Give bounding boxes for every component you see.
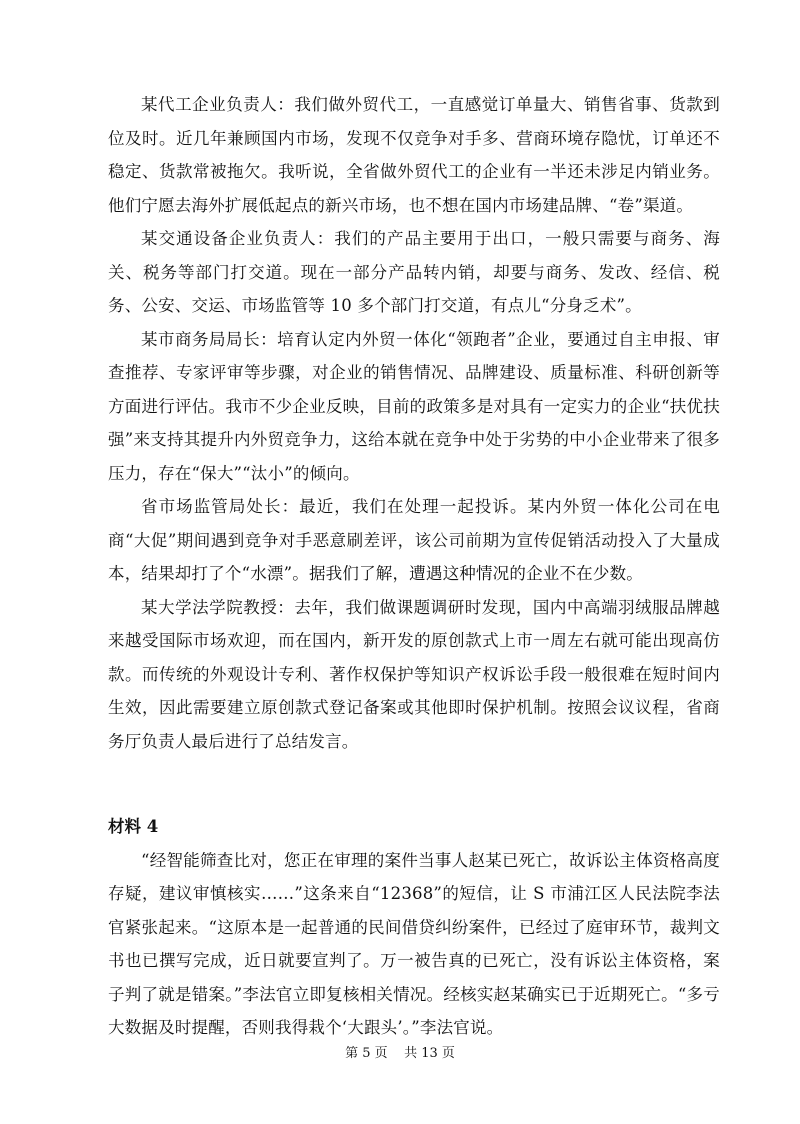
page-footer: 第 5 页 共 13 页 xyxy=(345,1046,455,1061)
paragraph-material-4: “经智能筛查比对，您正在审理的案件当事人赵某已死亡，故诉讼主体资格高度存疑，建议审慎核实……”这条来自“12368”的短信，让 S 市浦江区人民法院李法官紧张起来。“这原本是一起普通的民间借贷纠纷案件，已经过了庭审环节，裁判文书也已撰写完成，近日就要宣判了。万一被告真的已死亡，没有诉讼主体资格，案子判了就是错案。”李法官立即复核相关情况。经核实赵某确实已于近期死亡。“多亏大数据及时提醒，否则我得栽个‘大跟头’。”李法官说。 xyxy=(108,850,720,1037)
paragraph-market-supervision: 省市场监管局处长：最近，我们在处理一起投诉。某内外贸一体化公司在电商“大促”期间遇到竞争对手恶意刷差评，该公司前期为宣传促销活动投入了大量成本，结果却打了个“水漂”。据我们了解，遭遇这种情况的企业不在少数。 xyxy=(108,497,720,583)
paragraph-commerce-bureau: 某市商务局局长：培育认定内外贸一体化“领跑者”企业，要通过自主申报、审查推荐、专家评审等步骤，对企业的销售情况、品牌建设、质量标准、科研创新等方面进行评估。我市不少企业反映，目前的政策多是对具有一定实力的企业“扶优扶强”来支持其提升内外贸竞争力，这给本就在竞争中处于劣势的中小企业带来了很多压力，存在“保大”“汰小”的倾向。 xyxy=(108,329,720,483)
paragraph-law-professor: 某大学法学院教授：去年，我们做课题调研时发现，国内中高端羽绒服品牌越来越受国际市场欢迎，而在国内，新开发的原创款式上市一周左右就可能出现高仿款。而传统的外观设计专利、著作权保护等知识产权诉讼手段一般很难在短时间内生效，因此需要建立原创款式登记备案或其他即时保护机制。按照会议议程，省商务厅负责人最后进行了总结发言。 xyxy=(108,597,720,751)
paragraph-transport-equipment: 某交通设备企业负责人：我们的产品主要用于出口，一般只需要与商务、海关、税务等部门打交道。现在一部分产品转内销，却要与商务、发改、经信、税务、公安、交运、市场监管等 10 多个部门打交道，有点儿“分身乏术”。 xyxy=(108,229,720,315)
paragraph-oem-enterprise: 某代工企业负责人：我们做外贸代工，一直感觉订单量大、销售省事、货款到位及时。近几年兼顾国内市场，发现不仅竞争对手多、营商环境存隐忧，订单还不稳定、货款常被拖欠。我听说，全省做外贸代工的企业有一半还未涉足内销业务。他们宁愿去海外扩展低起点的新兴市场，也不想在国内市场建品牌、“卷”渠道。 xyxy=(108,95,720,215)
page-body xyxy=(108,88,720,1045)
section-heading-material-4: 材料 4 xyxy=(108,817,159,836)
